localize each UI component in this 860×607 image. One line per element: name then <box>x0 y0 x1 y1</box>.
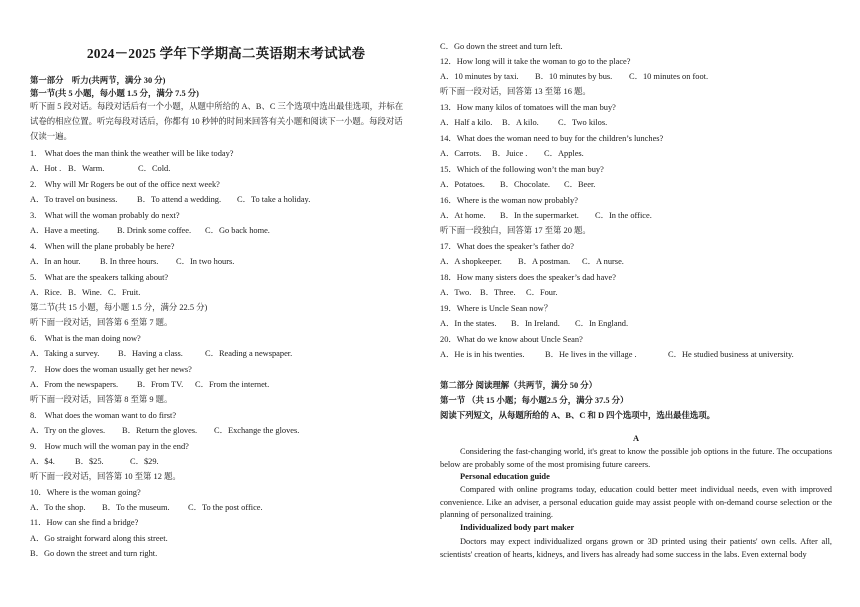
option-a: A．Carrots. <box>440 149 482 158</box>
option-b: B．Three. <box>480 288 516 297</box>
option-c: C．Go down the street and turn left. <box>440 42 563 51</box>
option-c: C．$29. <box>130 457 159 466</box>
question-14-options <box>440 148 584 159</box>
question-18-options <box>440 287 557 298</box>
option-c: C．He studied business at university. <box>668 350 794 359</box>
option-b: B．Juice . <box>492 149 528 158</box>
option-c: C．In two hours. <box>176 257 235 266</box>
option-b: B．From TV. <box>137 380 184 389</box>
listen-instruction: 听下面一段对话，回答第 13 至第 16 题。 <box>440 87 591 96</box>
option-b: B．He lives in the village . <box>545 350 637 359</box>
option-b: B．To attend a wedding. <box>137 195 222 204</box>
exam-title: 2024－2025 学年下学期高二英语期末考试试卷 <box>86 46 366 61</box>
passage-label: A <box>632 434 640 443</box>
option-b: B. Drink some coffee. <box>117 226 192 235</box>
option-a: A．A shopkeeper. <box>440 257 502 266</box>
question-8-options <box>30 425 299 436</box>
question-6-options <box>30 348 292 359</box>
question-15: 15．Which of the following won’t the man buy? <box>440 165 604 174</box>
instruction-line: 仅读一遍。 <box>30 132 72 141</box>
option-c: C．Go back home. <box>205 226 270 235</box>
option-c: C．Apples. <box>544 149 584 158</box>
question-18: 18．How many sisters does the speaker’s dad have? <box>440 273 616 282</box>
option-a: A．To travel on business. <box>30 195 118 204</box>
question-10: 10．Where is the woman going? <box>30 488 141 497</box>
option-c: C．In the office. <box>595 211 652 220</box>
option-c: C．Fruit. <box>108 288 141 297</box>
question-2-options <box>30 194 310 205</box>
question-12: 12．How long will it take the woman to go to the place? <box>440 57 631 66</box>
question-9-options <box>30 456 159 467</box>
option-b: B．In Ireland. <box>511 319 560 328</box>
option-a: A．In an hour. <box>30 257 81 266</box>
question-13: 13．How many kilos of tomatoes will the man buy? <box>440 103 616 112</box>
option-a: A．Two. <box>440 288 472 297</box>
part1-sec2-heading: 第二节(共 15 小题，每小题 1.5 分，满分 22.5 分) <box>30 303 208 312</box>
option-a: A．$4. <box>30 457 55 466</box>
option-c: C．10 minutes on foot. <box>629 72 709 81</box>
option-a: A．At home. <box>440 211 486 220</box>
passage-intro: Considering the fast-changing world, it's great to know the possible job options in the future. The occupations below are probably some of the most promising future careers. <box>440 447 832 469</box>
question-19-options <box>440 318 628 329</box>
option-c: C．Exchange the gloves. <box>214 426 300 435</box>
option-b: B．Warm. <box>68 164 105 173</box>
option-c: C．Two kilos. <box>558 118 608 127</box>
option-a: A．From the newspapers. <box>30 380 119 389</box>
option-c: C．From the internet. <box>195 380 270 389</box>
question-11: 11．How can she find a bridge? <box>30 518 139 527</box>
option-b: B．Wine. <box>68 288 102 297</box>
part2-instruction: 阅读下列短文，从每题所给的 A、B、C 和 D 四个选项中，选出最佳选项。 <box>440 411 715 420</box>
option-b: B．Return the gloves. <box>122 426 198 435</box>
option-c: C．Four. <box>526 288 558 297</box>
passage-paragraph: Compared with online programs today, education could better meet individual needs, even with improved convenience. Like an adviser, a personal education guide may assist people with on-demand course selection or the planning of personalized training. <box>440 485 832 520</box>
listen-instruction: 听下面一段对话，回答第 6 至第 7 题。 <box>30 318 173 327</box>
option-b: B．Having a class. <box>118 349 183 358</box>
option-b: B．A postman. <box>518 257 571 266</box>
question-2: 2. Why will Mr Rogers be out of the office next week? <box>30 180 220 189</box>
option-c: C．A nurse. <box>582 257 624 266</box>
option-b: B．To the museum. <box>102 503 170 512</box>
option-a: A．Rice. <box>30 288 62 297</box>
option-c: C．Beer. <box>564 180 596 189</box>
question-6: 6. What is the man doing now? <box>30 334 141 343</box>
question-7: 7. How does the woman usually get her news? <box>30 365 192 374</box>
instruction-line: 听下面 5 段对话。每段对话后有一个小题，从题中所给的 A、B、C 三个选项中选出最佳选项，并标在 <box>30 102 404 111</box>
option-b: B．10 minutes by bus. <box>535 72 613 81</box>
option-c: C．Cold. <box>138 164 171 173</box>
option-b: B．$25. <box>75 457 104 466</box>
option-a: A．Hot . <box>30 164 62 173</box>
question-19: 19．Where is Uncle Sean now？ <box>440 304 553 313</box>
option-a: A．Have a meeting. <box>30 226 100 235</box>
question-20: 20．What do we know about Uncle Sean? <box>440 335 583 344</box>
option-c: C．To take a holiday. <box>237 195 311 204</box>
question-9: 9. How much will the woman pay in the end? <box>30 442 189 451</box>
question-17-options <box>440 256 624 267</box>
passage-paragraph: Doctors may expect individualized organs grown or 3D printed using their patients' own cells. After all, scientists' creation of hearts, kidneys, and livers has already had some success in the labs. Even external body <box>440 537 832 559</box>
subheading-personal-education-guide: Personal education guide <box>460 472 550 481</box>
option-b: B．Go down the street and turn right. <box>30 549 158 558</box>
part2-sec1-heading: 第一节 （共 15 小题；每小题2.5 分，满分 37.5 分） <box>440 396 629 405</box>
question-1-options <box>30 163 170 174</box>
option-c: C．In England. <box>575 319 629 328</box>
question-16: 16．Where is the woman now probably? <box>440 196 578 205</box>
question-14: 14．What does the woman need to buy for the children’s lunches? <box>440 134 664 143</box>
part1-heading: 第一部分 听力(共两节，满分 30 分) <box>30 76 166 85</box>
option-c: C．Reading a newspaper. <box>205 349 293 358</box>
option-b: B．In the supermarket. <box>500 211 579 220</box>
part1-sec1-heading: 第一节(共 5 小题，每小题 1.5 分，满分 7.5 分) <box>30 89 199 98</box>
question-13-options <box>440 117 607 128</box>
listen-instruction: 听下面一段对话，回答第 10 至第 12 题。 <box>30 472 181 481</box>
part2-heading: 第二部分 阅读理解（共两节，满分 50 分） <box>440 381 598 390</box>
option-b: B. In three hours. <box>100 257 159 266</box>
question-4: 4. When will the plane probably be here? <box>30 242 175 251</box>
question-4-options <box>30 256 234 267</box>
option-c: C．To the post office. <box>188 503 263 512</box>
question-1: 1. What does the man think the weather will be like today? <box>30 149 234 158</box>
option-a: A．He is in his twenties. <box>440 350 525 359</box>
option-a: A．Taking a survey. <box>30 349 100 358</box>
option-a: A．Half a kilo. <box>440 118 493 127</box>
question-5-options <box>30 287 140 298</box>
question-10-options <box>30 502 263 513</box>
option-a: A．To the shop. <box>30 503 86 512</box>
question-3: 3. What will the woman probably do next? <box>30 211 180 220</box>
question-17: 17．What does the speaker’s father do? <box>440 242 575 251</box>
question-20-options <box>440 349 794 360</box>
option-b: B．A kilo. <box>502 118 539 127</box>
option-a: A．Potatoes. <box>440 180 485 189</box>
option-a: A．10 minutes by taxi. <box>440 72 519 81</box>
instruction-line: 试卷的相应位置。听完每段对话后，你都有 10 秒钟的时间来回答有关小题和阅读下一小题。每段对话 <box>30 117 403 126</box>
question-12-options <box>440 71 708 82</box>
question-5: 5. What are the speakers talking about? <box>30 273 169 282</box>
question-3-options <box>30 225 270 236</box>
listen-instruction: 听下面一段独白，回答第 17 至第 20 题。 <box>440 226 591 235</box>
question-8: 8. What does the woman want to do first? <box>30 411 177 420</box>
option-a: A．Go straight forward along this street. <box>30 534 168 543</box>
subheading-individualized-body-part-maker: Individualized body part maker <box>460 523 575 532</box>
option-a: A．In the states. <box>440 319 497 328</box>
listen-instruction: 听下面一段对话，回答第 8 至第 9 题。 <box>30 395 173 404</box>
question-7-options <box>30 379 269 390</box>
question-16-options <box>440 210 652 221</box>
question-15-options <box>440 179 595 190</box>
option-a: A．Try on the gloves. <box>30 426 106 435</box>
option-b: B．Chocolate. <box>500 180 551 189</box>
